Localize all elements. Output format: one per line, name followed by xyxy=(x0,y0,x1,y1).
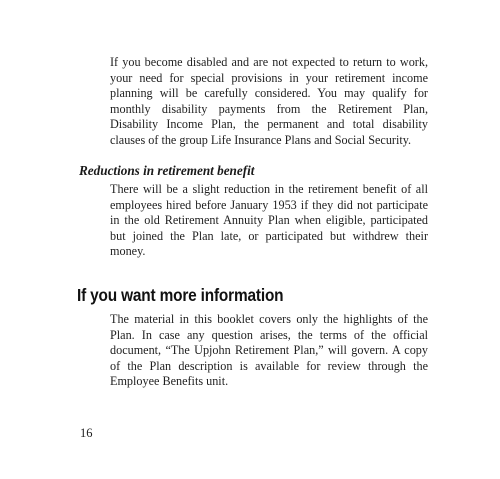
paragraph-disability: If you become disabled and are not expected to return to work, your need for special provisions in your retirement income planning will be carefully considered. You may qualify for monthly disability payments from the Retirement Plan, Disability Income Plan, the permanent and total disability clauses of the group Life Insurance Plans and Social Security. xyxy=(110,55,428,147)
paragraph-reductions: There will be a slight reduction in the retirement benefit of all employees hired before January 1953 if they did not participate in the old Retirement Annuity Plan when eligible, participated but joined the Plan late, or participated but withdrew their money. xyxy=(110,182,428,259)
paragraph-more-information: The material in this booklet covers only the highlights of the Plan. In case any question arises, the terms of the official document, “The Upjohn Retirement Plan,” will govern. A copy of the Plan description is available for review through the Employee Benefits unit. xyxy=(110,312,428,389)
page-number: 16 xyxy=(80,426,93,440)
section-heading-more-information: If you want more information xyxy=(77,285,284,305)
subheading-reductions: Reductions in retirement benefit xyxy=(79,163,255,178)
